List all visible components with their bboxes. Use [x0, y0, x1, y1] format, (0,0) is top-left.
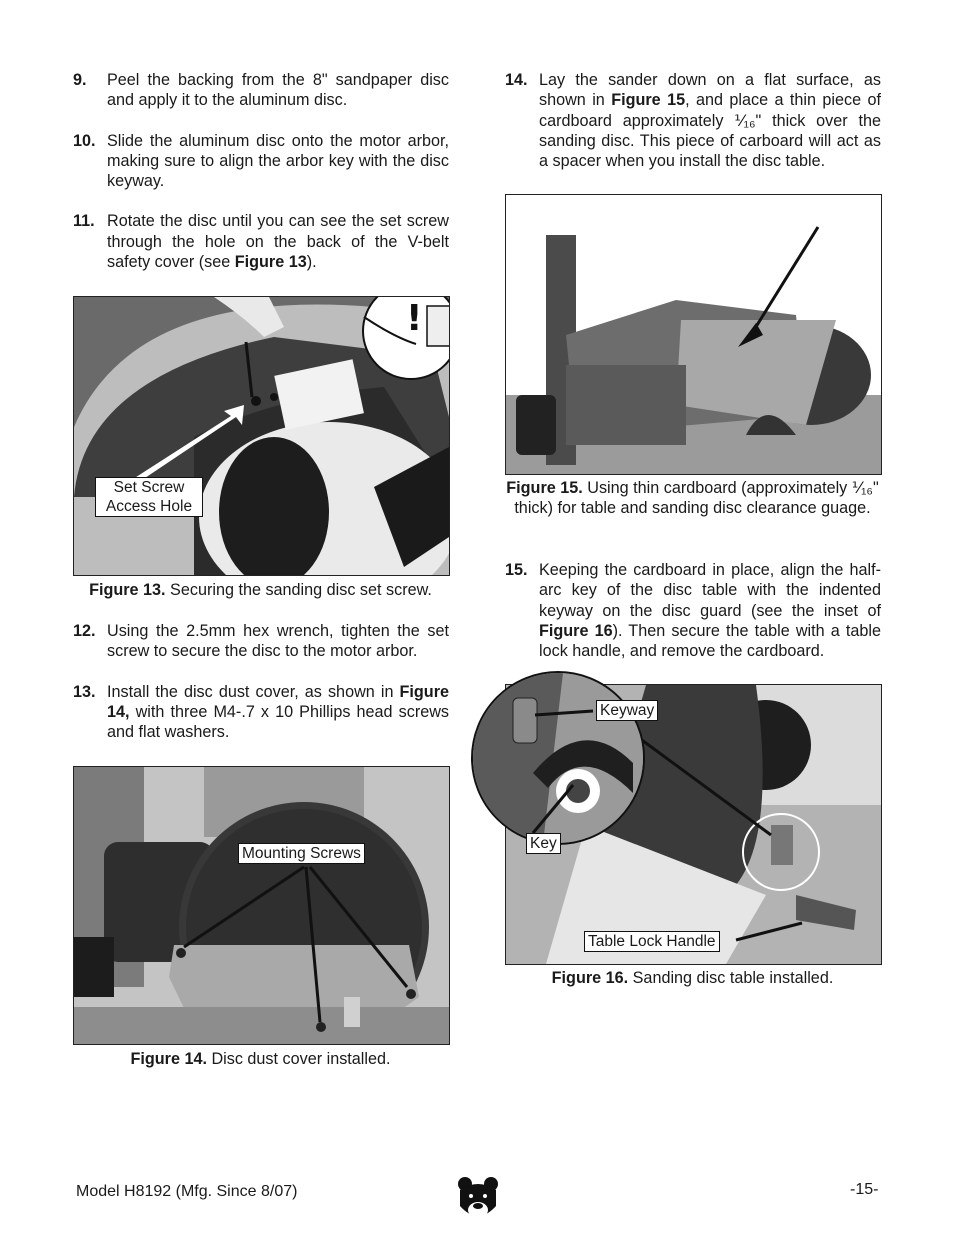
- left-steps-top: [73, 70, 449, 292]
- step-12: 12. Using the 2.5mm hex wrench, tighten the set screw to secure the disc to the motor arbor.: [73, 622, 449, 661]
- step-9: 9. Peel the backing from the 8" sandpaper disc and apply it to the aluminum disc.: [73, 71, 449, 110]
- figure-16-inset: [471, 671, 645, 845]
- figure-16-caption: Figure 16. Sanding disc table installed.: [551, 969, 834, 987]
- step-13: 13. Install the disc dust cover, as shown in Figure 14, with three M4-.7 x 10 Phillips head screws and flat washers.: [73, 682, 449, 742]
- figure-14-photo: [73, 766, 450, 1045]
- footer-model: Model H8192 (Mfg. Since 8/07): [76, 1183, 298, 1200]
- callout-mounting-screws: Mounting Screws: [238, 843, 365, 864]
- figure-14-caption: Figure 14. Disc dust cover installed.: [130, 1050, 391, 1068]
- figure-15-photo: [505, 194, 882, 475]
- callout-keyway: Keyway: [596, 700, 658, 721]
- step-14: 14. Lay the sander down on a flat surface, as shown in Figure 15, and place a thin piece of cardboard approximately ⅟₁₆" thick over the sanding disc. This piece of carboard will act as a spacer when you install the disc table.: [505, 71, 881, 171]
- bear-head-icon: [456, 1176, 500, 1224]
- figure-13-illustration: [74, 297, 449, 575]
- figure-14-illustration: [74, 767, 449, 1044]
- callout-key: Key: [526, 833, 561, 854]
- inset-illustration: [473, 673, 643, 843]
- right-step-15: [505, 560, 881, 681]
- figure-15-caption: Figure 15. Using thin cardboard (approximately ⅟₁₆" thick) for table and sanding disc clearance guage.: [506, 479, 879, 518]
- svg-text:!: !: [406, 298, 423, 339]
- step-11: 11. Rotate the disc until you can see the set screw through the hole on the back of the V-belt safety cover (see Figure 13).: [73, 212, 449, 272]
- callout-table-lock-handle: Table Lock Handle: [584, 931, 720, 952]
- step-15: 15. Keeping the cardboard in place, align the half-arc key of the disc table with the indented keyway on the disc guard (see the inset of Figure 16). Then secure the table with a table lock handle, and remove the cardboard.: [505, 561, 881, 661]
- grizzly-bear-logo-icon: [456, 1176, 500, 1224]
- figure-13-caption: Figure 13. Securing the sanding disc set screw.: [89, 581, 432, 599]
- footer-page-number: -15-: [850, 1181, 879, 1198]
- right-step-14: [505, 70, 881, 191]
- figure-15-illustration: [506, 195, 881, 474]
- step-10: 10. Slide the aluminum disc onto the motor arbor, making sure to align the arbor key with the disc keyway.: [73, 131, 449, 191]
- left-steps-mid: [73, 621, 449, 762]
- figure-13-photo: [73, 296, 450, 576]
- callout-set-screw: Set Screw Access Hole: [95, 477, 203, 517]
